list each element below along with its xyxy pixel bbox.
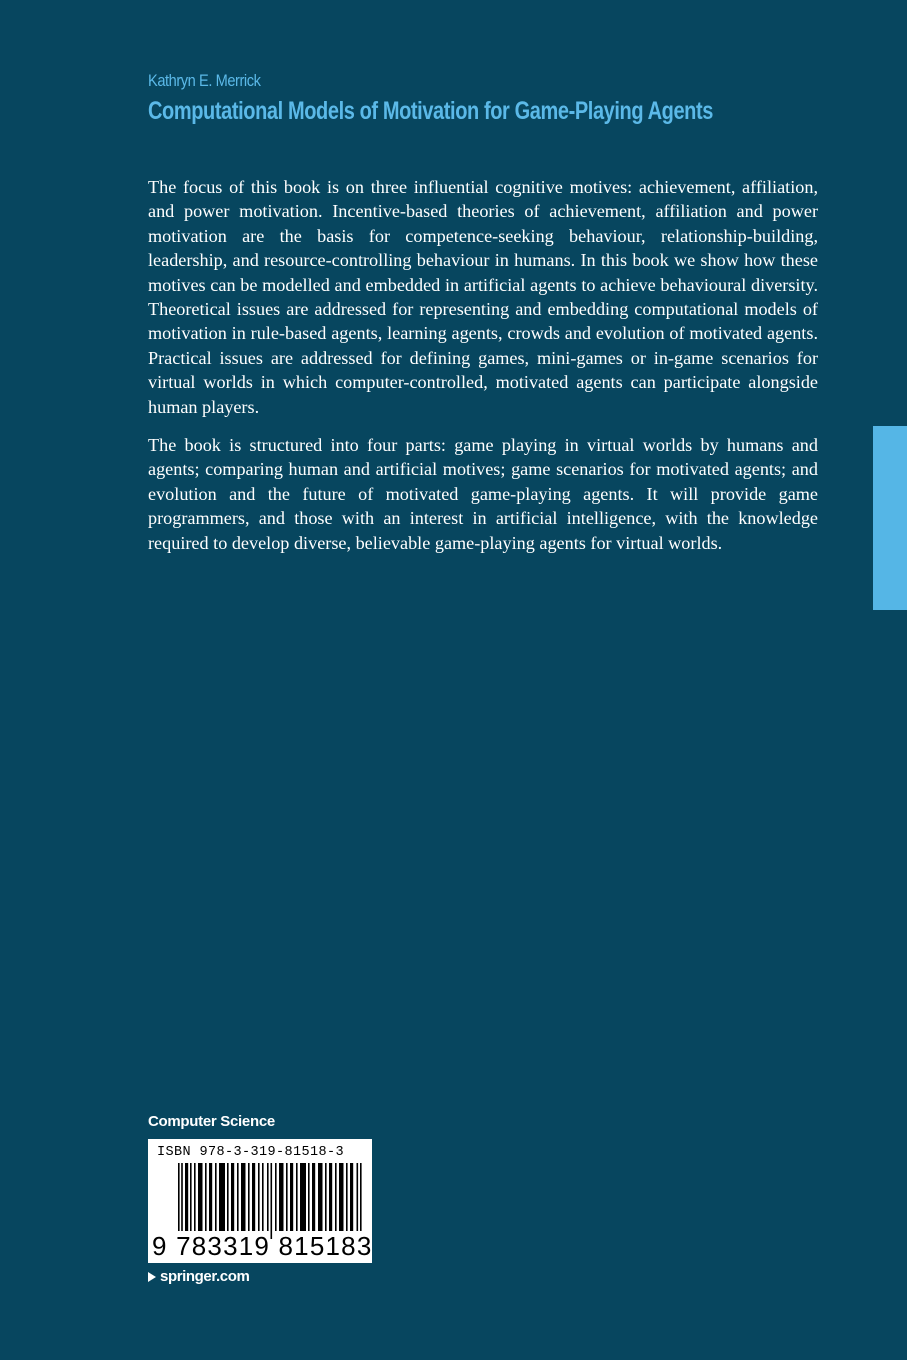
ean-first-digit: 9 bbox=[152, 1231, 168, 1261]
publisher-link[interactable] bbox=[148, 1268, 249, 1285]
book-title: Computational Models of Motivation for Game-Playing Agents bbox=[148, 97, 713, 125]
description-paragraph-1: The focus of this book is on three influential cognitive motives: achievement, affiliation, and power motivation. Incentive-based theories of achievement, affiliation and power motivation are the basis for competence-seeking behaviour, relationship-building, leadership, and resource-controlling behaviour in humans. In this book we show how these motives can be modelled and embedded in artificial agents to achieve behavioural diversity. Theoretical issues are addressed for representing and embedding computational models of motivation in rule-based agents, learning agents, crowds and evolution of motivated agents. Practical issues are addressed for defining games, mini-games or in-game scenarios for virtual worlds in which computer-controlled, motivated agents can participate alongside human players. bbox=[148, 177, 818, 417]
arrow-right-icon bbox=[148, 1272, 156, 1282]
ean-left-digits: 783319 bbox=[176, 1231, 271, 1261]
subject-label: Computer Science bbox=[148, 1113, 275, 1130]
side-color-tab bbox=[873, 426, 907, 610]
publisher-link-label: springer.com bbox=[160, 1268, 250, 1285]
author-name: Kathryn E. Merrick bbox=[148, 71, 261, 90]
ean-digits bbox=[152, 1231, 372, 1262]
ean-right-digits: 815183 bbox=[278, 1231, 373, 1261]
description-paragraph-2: The book is structured into four parts: game playing in virtual worlds by humans and agents; comparing human and artificial motives; game scenarios for motivated agents; and evolution and the future of motivated game-playing agents. It will provide game programmers, and those with an interest in artificial intelligence, with the knowledge required to develop diverse, believable game-playing agents for virtual worlds. bbox=[148, 435, 818, 553]
isbn-label: ISBN 978-3-319-81518-3 bbox=[157, 1145, 345, 1160]
barcode-icon bbox=[178, 1163, 362, 1239]
barcode-box bbox=[148, 1139, 372, 1263]
